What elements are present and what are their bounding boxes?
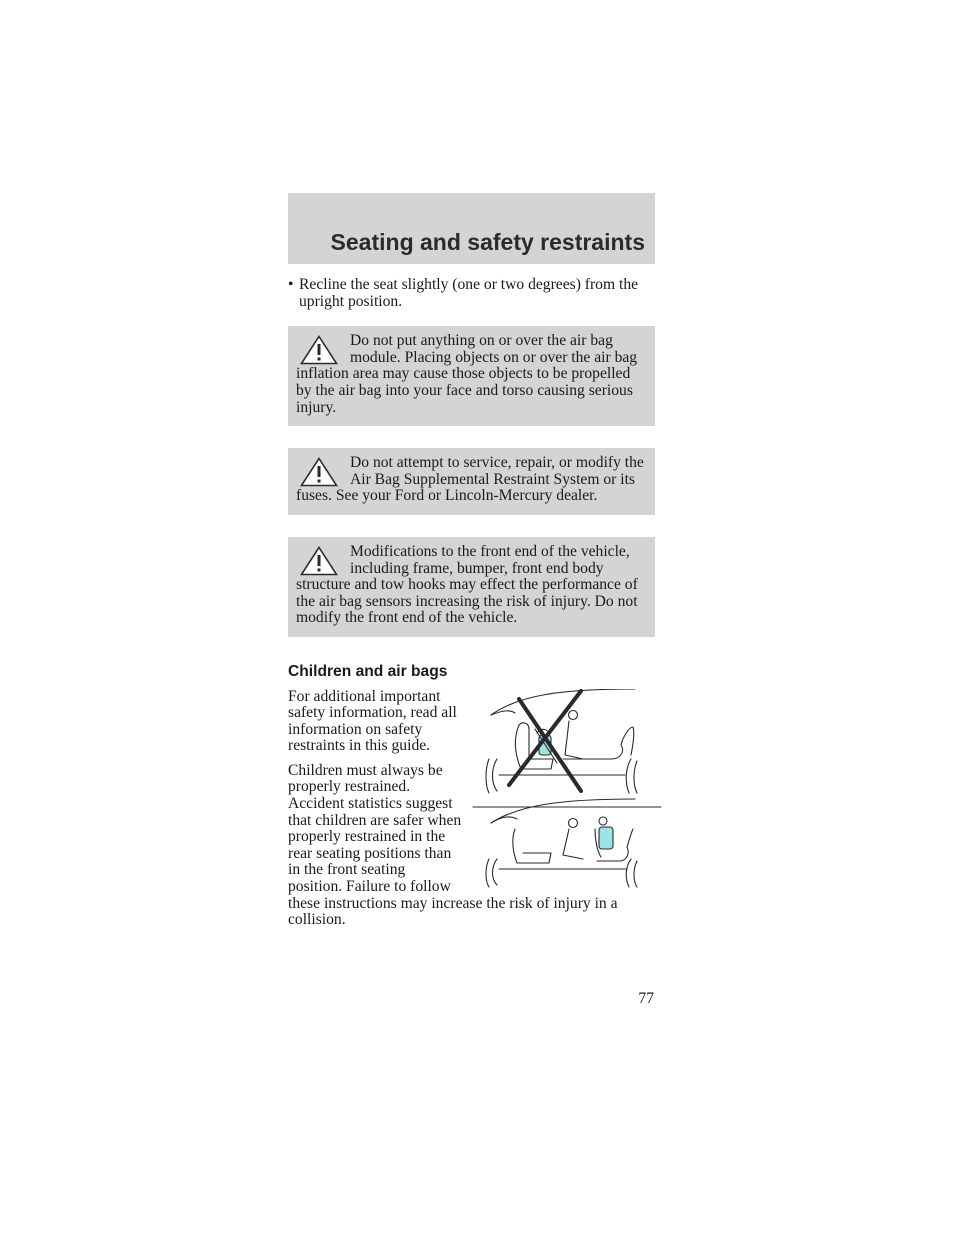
bullet-marker: •: [288, 276, 294, 293]
header-title: Seating and safety restraints: [330, 229, 645, 255]
warning-box-3: [288, 537, 655, 637]
warning-box-2: [288, 448, 655, 515]
warning-triangle-icon: [300, 457, 338, 487]
bullet-item: [288, 277, 655, 310]
warning-triangle-icon: [300, 335, 338, 365]
bullet-text: Recline the seat slightly (one or two degrees) from the upright position.: [299, 276, 639, 310]
warning-box-1: [288, 326, 655, 426]
page-number: 77: [638, 990, 654, 1007]
warning-triangle-icon: [300, 546, 338, 576]
section-header: [288, 193, 655, 264]
child-seat-position-illustration: [471, 689, 663, 891]
paragraph-1: For additional important safety information, read all information on safety restraints in this guide.: [288, 687, 457, 755]
warning-text-1: Do not put anything on or over the air bag module. Placing objects on or over the air bag inflation area may cause those objects to be propelled by the air bag into your face and torso causing serious injury.: [296, 332, 638, 416]
section-title: Children and air bags: [288, 662, 448, 680]
warning-text-3: Modifications to the front end of the vehicle, including frame, bumper, front end body structure and tow hooks may effect the performance of the air bag sensors increasing the risk of injury. Do not modify the front end of the vehicle.: [296, 542, 638, 627]
warning-text-2: Do not attempt to service, repair, or modify the Air Bag Supplemental Restraint System or its fuses. See your Ford or Lincoln-Mercury dealer.: [296, 454, 644, 505]
page-content: [288, 277, 655, 937]
paragraph-2: Children must always be properly restrained. Accident statistics suggest that children are safer when properly restrained in the rear seating positions than in the front seating position. Failure to follow these instructions may increase the risk of injury in a collision.: [288, 761, 618, 929]
